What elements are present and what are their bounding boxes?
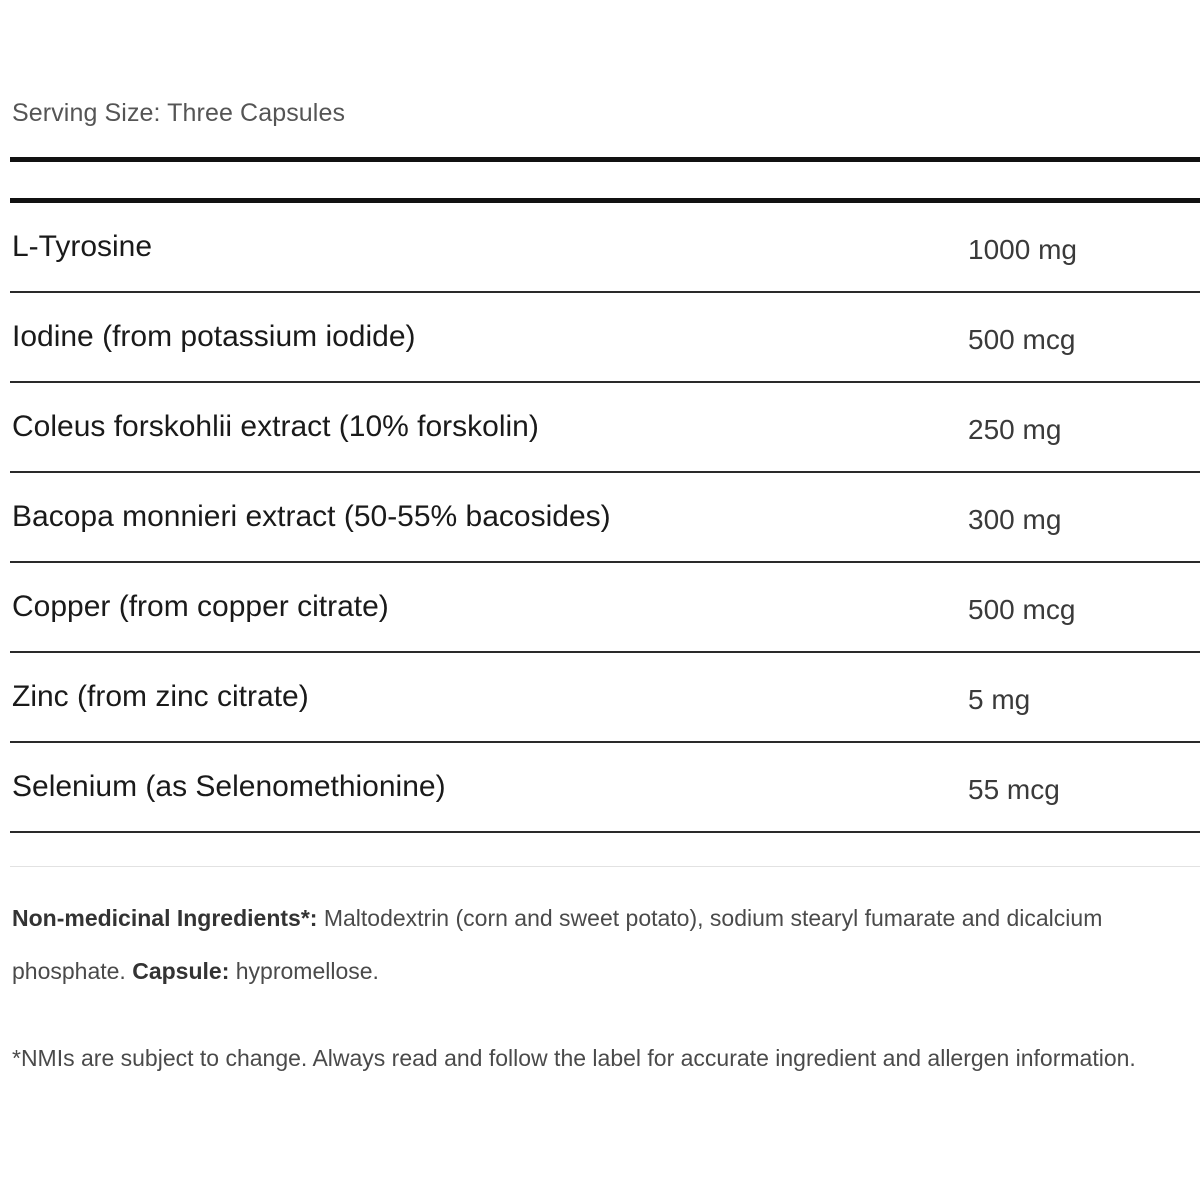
light-divider [10,866,1200,867]
table-row [10,653,1200,743]
ingredient-amount: 300 mg [968,504,1062,535]
ingredient-name: Zinc (from zinc citrate) [12,680,309,713]
non-medicinal-text: Maltodextrin (corn and sweet potato), sodium stearyl fumarate and dicalcium phosphate. [12,905,1103,984]
ingredient-amount: 5 mg [968,684,1031,715]
table-row [10,203,1200,293]
ingredient-name: L-Tyrosine [12,230,153,263]
capsule-label: Capsule: [132,958,230,984]
table-row [10,383,1200,473]
ingredient-name: Iodine (from potassium iodide) [12,320,416,353]
ingredient-amount: 250 mg [968,414,1062,445]
table-row [10,743,1200,833]
non-medicinal-label: Non-medicinal Ingredients*: [12,905,318,931]
ingredient-amount: 55 mcg [968,774,1060,805]
table-row [10,563,1200,653]
thick-divider-top [10,157,1200,162]
table-row [10,293,1200,383]
ingredient-name: Selenium (as Selenomethionine) [12,770,446,803]
disclaimer-text: *NMIs are subject to change. Always read and follow the label for accurate ingredient and allergen information. [12,1045,1136,1071]
ingredient-amount: 500 mcg [968,324,1076,355]
ingredient-name: Copper (from copper citrate) [12,590,389,623]
ingredient-name: Bacopa monnieri extract (50-55% bacosides) [12,500,611,533]
table-row [10,473,1200,563]
ingredient-name: Coleus forskohlii extract (10% forskolin) [12,410,539,443]
ingredient-amount: 1000 mg [968,234,1077,265]
ingredients-table [10,203,1200,833]
non-medicinal-ingredients [12,892,1182,998]
serving-size: Serving Size: Three Capsules [12,99,346,127]
capsule-text: hypromellose. [229,958,379,984]
ingredient-amount: 500 mcg [968,594,1076,625]
